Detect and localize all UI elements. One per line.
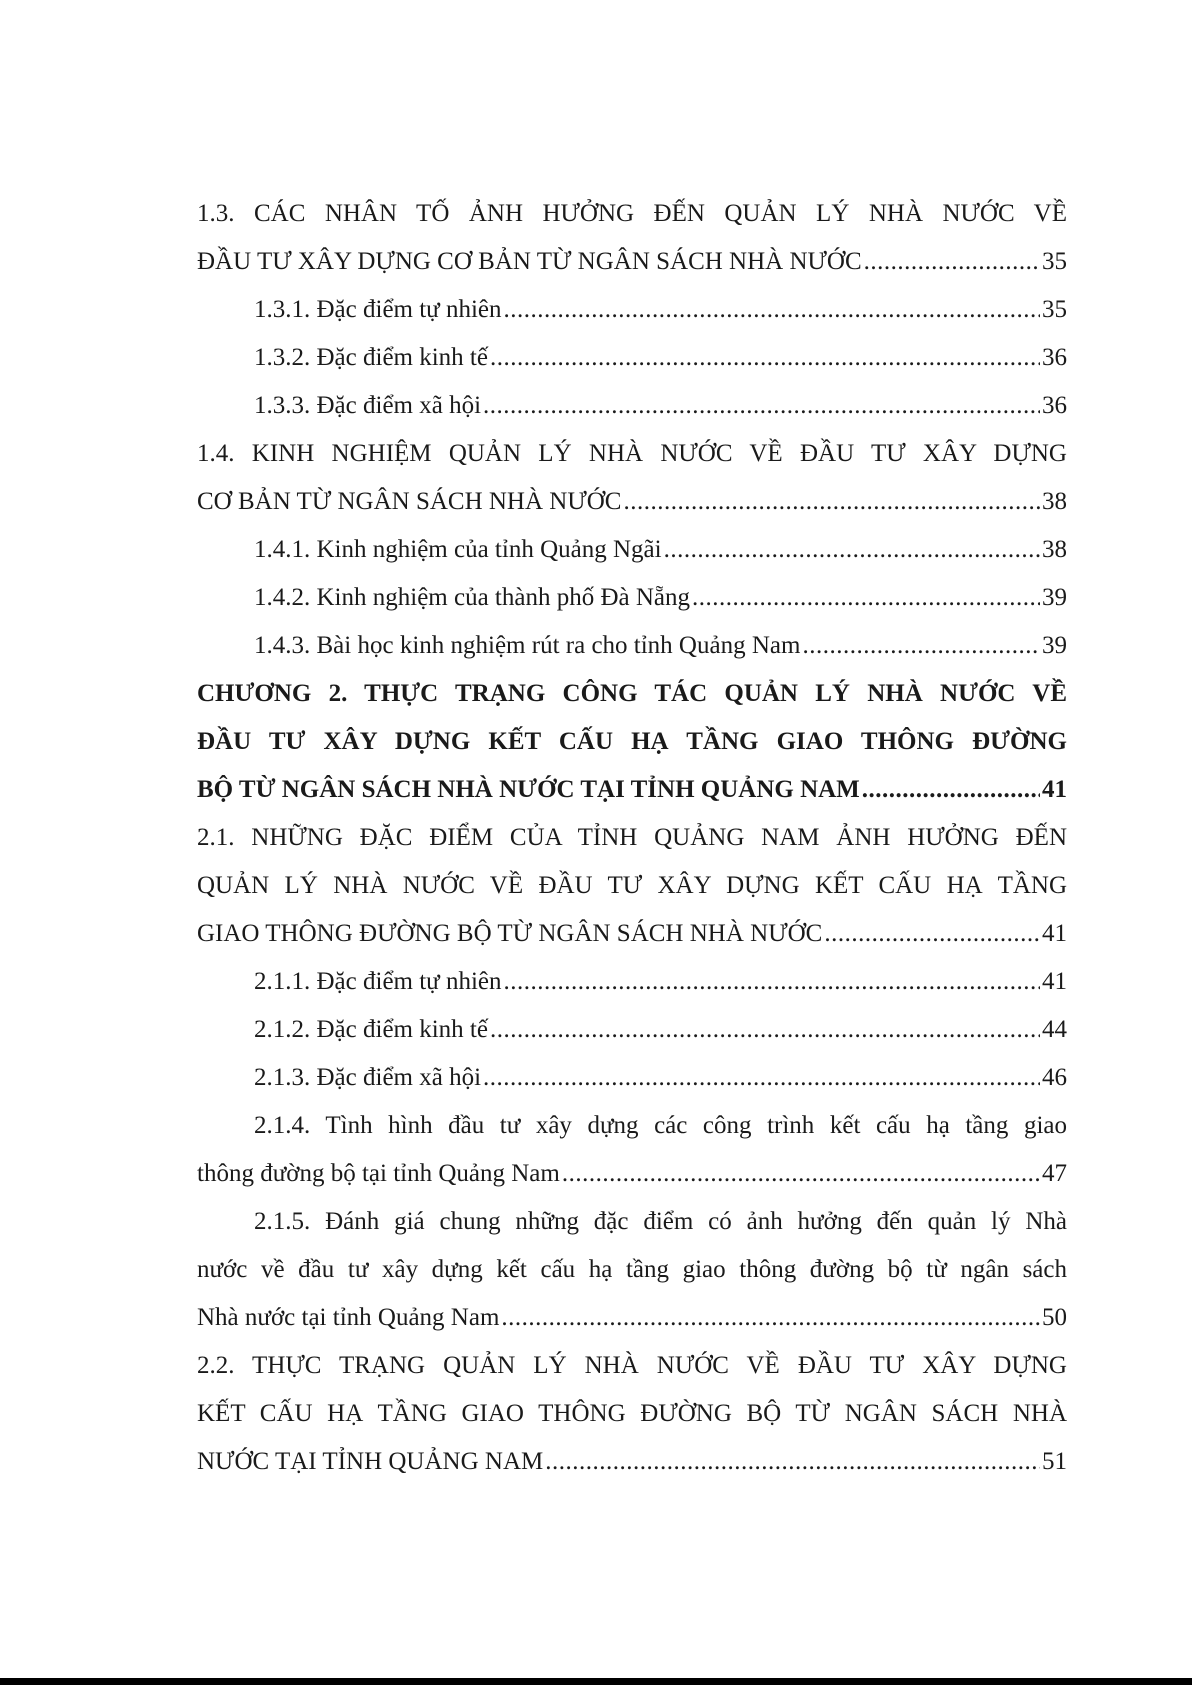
toc-entry-2-2-line1[interactable]: 2.2. THỰC TRẠNG QUẢN LÝ NHÀ NƯỚC VỀ ĐẦU TƯ XÂY DỰNG bbox=[197, 1352, 1067, 1379]
toc-page-number: 39 bbox=[1042, 584, 1067, 611]
toc-entry-2-2-line2[interactable]: KẾT CẤU HẠ TẦNG GIAO THÔNG ĐƯỜNG BỘ TỪ NGÂN SÁCH NHÀ bbox=[197, 1400, 1067, 1427]
toc-page-number: 36 bbox=[1042, 344, 1067, 371]
toc-entry-text: 1.3.3. Đặc điểm xã hội bbox=[254, 392, 482, 419]
toc-entry-text: 1.3.1. Đặc điểm tự nhiên bbox=[254, 296, 502, 323]
dot-leader bbox=[545, 1438, 1040, 1486]
toc-chapter-2-line1[interactable]: CHƯƠNG 2. THỰC TRẠNG CÔNG TÁC QUẢN LÝ NHÀ NƯỚC VỀ bbox=[197, 680, 1067, 707]
toc-page-number: 41 bbox=[1042, 920, 1067, 947]
toc-entry-text: 1.4.1. Kinh nghiệm của tỉnh Quảng Ngãi bbox=[254, 536, 662, 563]
toc-page-number: 36 bbox=[1042, 392, 1067, 419]
dot-leader bbox=[862, 766, 1040, 814]
toc-entry-2-1-4-line1[interactable]: 2.1.4. Tình hình đầu tư xây dựng các công trình kết cấu hạ tầng giao bbox=[254, 1112, 1067, 1139]
dot-leader bbox=[490, 334, 1040, 382]
dot-leader bbox=[483, 1054, 1040, 1102]
page-bottom-edge bbox=[0, 1678, 1192, 1685]
toc-page-number: 39 bbox=[1042, 632, 1067, 659]
toc-entry-2-1-4-line2[interactable] bbox=[197, 1150, 1067, 1198]
toc-entry-2-1-2[interactable] bbox=[197, 1006, 1067, 1054]
toc-page-number: 51 bbox=[1042, 1448, 1067, 1475]
toc-entry-2-1-line2[interactable]: QUẢN LÝ NHÀ NƯỚC VỀ ĐẦU TƯ XÂY DỰNG KẾT CẤU HẠ TẦNG bbox=[197, 872, 1067, 899]
toc-entry-2-1-5-line1[interactable]: 2.1.5. Đánh giá chung những đặc điểm có ảnh hưởng đến quản lý Nhà bbox=[254, 1208, 1067, 1235]
toc-entry-1-3-2[interactable] bbox=[197, 334, 1067, 382]
toc-entry-1-4-2[interactable] bbox=[197, 574, 1067, 622]
toc-entry-2-1-1[interactable] bbox=[197, 958, 1067, 1006]
toc-page-number: 35 bbox=[1042, 248, 1067, 275]
dot-leader bbox=[623, 478, 1040, 526]
dot-leader bbox=[504, 958, 1040, 1006]
toc-page-number: 41 bbox=[1042, 776, 1067, 803]
toc-entry-text: thông đường bộ tại tỉnh Quảng Nam bbox=[197, 1160, 560, 1187]
toc-entry-2-1-3[interactable] bbox=[197, 1054, 1067, 1102]
toc-entry-text: Nhà nước tại tỉnh Quảng Nam bbox=[197, 1304, 500, 1331]
toc-entry-text: 2.1.3. Đặc điểm xã hội bbox=[254, 1064, 482, 1091]
toc-page-number: 50 bbox=[1042, 1304, 1067, 1331]
toc-entry-1-4-line1[interactable]: 1.4. KINH NGHIỆM QUẢN LÝ NHÀ NƯỚC VỀ ĐẦU TƯ XÂY DỰNG bbox=[197, 440, 1067, 467]
toc-entry-text: 2.1.2. Đặc điểm kinh tế bbox=[254, 1016, 488, 1043]
toc-entry-text: ĐẦU TƯ XÂY DỰNG CƠ BẢN TỪ NGÂN SÁCH NHÀ NƯỚC bbox=[197, 248, 862, 275]
toc-entry-1-4-1[interactable] bbox=[197, 526, 1067, 574]
dot-leader bbox=[664, 526, 1040, 574]
toc-entry-1-3-3[interactable] bbox=[197, 382, 1067, 430]
toc-entry-1-3-line2[interactable] bbox=[197, 238, 1067, 286]
toc-entry-text: 1.4.2. Kinh nghiệm của thành phố Đà Nẵng bbox=[254, 584, 691, 611]
toc-entry-text: GIAO THÔNG ĐƯỜNG BỘ TỪ NGÂN SÁCH NHÀ NƯỚC bbox=[197, 920, 823, 947]
toc-chapter-2-line2[interactable]: ĐẦU TƯ XÂY DỰNG KẾT CẤU HẠ TẦNG GIAO THÔNG ĐƯỜNG bbox=[197, 728, 1067, 755]
toc-entry-text: BỘ TỪ NGÂN SÁCH NHÀ NƯỚC TẠI TỈNH QUẢNG NAM bbox=[197, 776, 860, 803]
toc-entry-1-4-line2[interactable] bbox=[197, 478, 1067, 526]
toc-entry-2-2-line3[interactable] bbox=[197, 1438, 1067, 1486]
toc-page-number: 46 bbox=[1042, 1064, 1067, 1091]
toc-page-number: 47 bbox=[1042, 1160, 1067, 1187]
toc-page-number: 44 bbox=[1042, 1016, 1067, 1043]
toc-entry-1-3-1[interactable] bbox=[197, 286, 1067, 334]
toc-entry-2-1-5-line3[interactable] bbox=[197, 1294, 1067, 1342]
toc-entry-1-4-3[interactable] bbox=[197, 622, 1067, 670]
toc-chapter-2-line3[interactable] bbox=[197, 766, 1067, 814]
toc-entry-text: 2.1.1. Đặc điểm tự nhiên bbox=[254, 968, 502, 995]
toc-page-number: 38 bbox=[1042, 488, 1067, 515]
dot-leader bbox=[802, 622, 1040, 670]
toc-entry-text: 1.3.2. Đặc điểm kinh tế bbox=[254, 344, 488, 371]
dot-leader bbox=[692, 574, 1040, 622]
dot-leader bbox=[490, 1006, 1040, 1054]
dot-leader bbox=[483, 382, 1040, 430]
toc-entry-1-3-line1[interactable]: 1.3. CÁC NHÂN TỐ ẢNH HƯỞNG ĐẾN QUẢN LÝ NHÀ NƯỚC VỀ bbox=[197, 200, 1067, 227]
dot-leader bbox=[864, 238, 1040, 286]
dot-leader bbox=[562, 1150, 1040, 1198]
toc-entry-2-1-line1[interactable]: 2.1. NHỮNG ĐẶC ĐIỂM CỦA TỈNH QUẢNG NAM ẢNH HƯỞNG ĐẾN bbox=[197, 824, 1067, 851]
dot-leader bbox=[824, 910, 1040, 958]
toc-entry-2-1-line3[interactable] bbox=[197, 910, 1067, 958]
toc-entry-text: CƠ BẢN TỪ NGÂN SÁCH NHÀ NƯỚC bbox=[197, 488, 622, 515]
dot-leader bbox=[504, 286, 1040, 334]
table-of-contents bbox=[197, 190, 1067, 1486]
dot-leader bbox=[501, 1294, 1040, 1342]
toc-page-number: 35 bbox=[1042, 296, 1067, 323]
toc-entry-2-1-5-line2[interactable]: nước về đầu tư xây dựng kết cấu hạ tầng giao thông đường bộ từ ngân sách bbox=[197, 1256, 1067, 1283]
toc-page-number: 38 bbox=[1042, 536, 1067, 563]
toc-entry-text: 1.4.3. Bài học kinh nghiệm rút ra cho tỉnh Quảng Nam bbox=[254, 632, 801, 659]
toc-page-number: 41 bbox=[1042, 968, 1067, 995]
toc-entry-text: NƯỚC TẠI TỈNH QUẢNG NAM bbox=[197, 1448, 544, 1475]
